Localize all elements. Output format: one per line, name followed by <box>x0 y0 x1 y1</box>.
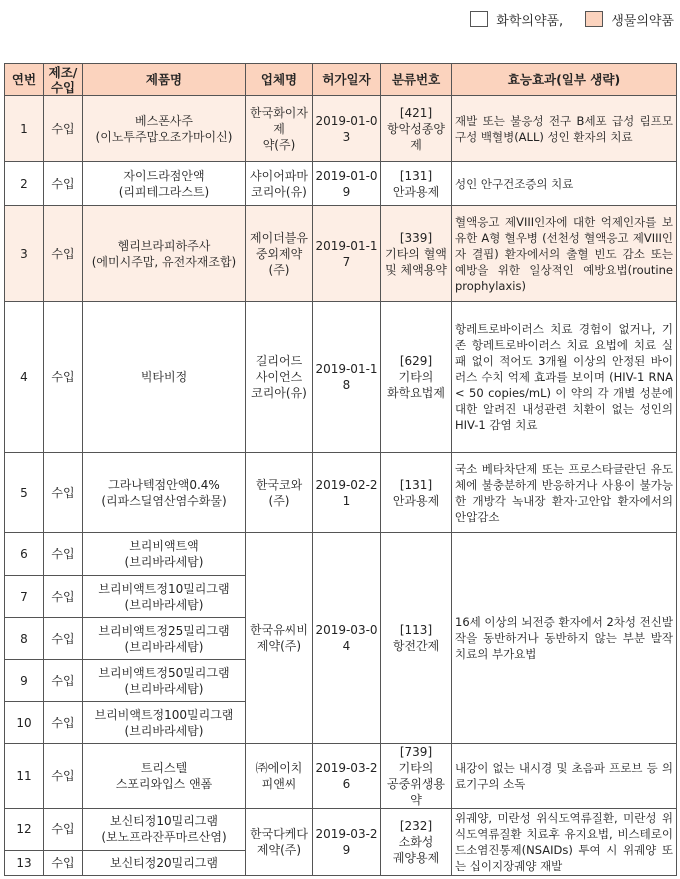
cell-no: 1 <box>5 96 44 162</box>
cell-product: 브리비액트액 (브리바라세탐) <box>83 533 246 576</box>
cell-product: 브리비액트정25밀리그램 (브리바라세탐) <box>83 618 246 660</box>
cell-effect: 국소 베타차단제 또는 프로스타글란딘 유도체에 불충분하게 반응하거나 사용이 불가능한 개방각 녹내장 환자·고안압 환자에서의 안압감소 <box>452 453 677 533</box>
legend-white-swatch <box>470 11 488 27</box>
cell-product: 그라나텍점안액0.4% (리파스딜염산염수화물) <box>83 453 246 533</box>
header-product: 제품명 <box>83 64 246 96</box>
cell-type: 수입 <box>44 96 83 162</box>
cell-type: 수입 <box>44 453 83 533</box>
legend <box>470 8 674 30</box>
table-row <box>5 533 677 576</box>
cell-date: 2019-01-0 3 <box>313 96 381 162</box>
cell-effect: 성인 안구건조증의 치료 <box>452 162 677 206</box>
cell-type: 수입 <box>44 206 83 302</box>
cell-product: 브리비액트정10밀리그램 (브리바라세탐) <box>83 576 246 618</box>
table-row <box>5 453 677 533</box>
cell-no: 2 <box>5 162 44 206</box>
cell-product: 헴리브라피하주사 (에미시주맙, 유전자재조합) <box>83 206 246 302</box>
table-row <box>5 206 677 302</box>
cell-no: 3 <box>5 206 44 302</box>
cell-company: 한국화이자제 약(주) <box>246 96 313 162</box>
cell-company: 한국유씨비 제약(주) <box>246 533 313 744</box>
header-company: 업체명 <box>246 64 313 96</box>
cell-no: 10 <box>5 702 44 744</box>
cell-company: 샤이어파마 코리아(유) <box>246 162 313 206</box>
cell-no: 7 <box>5 576 44 618</box>
cell-product: 베스폰사주 (이노투주맙오조가마이신) <box>83 96 246 162</box>
cell-product: 트리스텔 스포리와입스 앤폼 <box>83 744 246 809</box>
cell-company: 한국코와(주) <box>246 453 313 533</box>
cell-no: 5 <box>5 453 44 533</box>
cell-class: [629] 기타의 화학요법제 <box>381 302 452 453</box>
cell-date: 2019-01-0 9 <box>313 162 381 206</box>
cell-type: 수입 <box>44 162 83 206</box>
cell-class: [739] 기타의 공중위생용약 <box>381 744 452 809</box>
cell-class: [131] 안과용제 <box>381 162 452 206</box>
cell-type: 수입 <box>44 618 83 660</box>
cell-effect: 내강이 없는 내시경 및 초음파 프로브 등 의료기구의 소독 <box>452 744 677 809</box>
table-row <box>5 96 677 162</box>
cell-class: [113] 항전간제 <box>381 533 452 744</box>
cell-class: [232] 소화성 궤양용제 <box>381 809 452 876</box>
cell-product: 브리비액트정100밀리그램 (브리바라세탐) <box>83 702 246 744</box>
header-class: 분류번호 <box>381 64 452 96</box>
cell-no: 9 <box>5 660 44 702</box>
cell-product: 브리비액트정50밀리그램 (브리바라세탐) <box>83 660 246 702</box>
cell-date: 2019-01-1 8 <box>313 302 381 453</box>
header-type: 제조/ 수입 <box>44 64 83 96</box>
cell-type: 수입 <box>44 744 83 809</box>
cell-product: 보신티정20밀리그램 <box>83 850 246 875</box>
cell-company: ㈜에이치 피앤씨 <box>246 744 313 809</box>
cell-type: 수입 <box>44 302 83 453</box>
cell-effect: 항레트로바이러스 치료 경험이 없거나, 기존 항레트로바이러스 치료 요법에 치료 실패 없이 적어도 3개월 이상의 안정된 바이러스 수치 억제 효과를 보이며 (HIV-1 RNA < 50 copies/mL) 이 약의 각 개별 성분에 대한 알려진 내성관련 치환이 없는 성인의 HIV-1 감염 치료 <box>452 302 677 453</box>
cell-effect: 16세 이상의 뇌전증 환자에서 2차성 전신발작을 동반하거나 동반하지 않는 부분 발작치료의 부가요법 <box>452 533 677 744</box>
cell-type: 수입 <box>44 702 83 744</box>
header-no: 연번 <box>5 64 44 96</box>
legend-biological-label: 생물의약품 <box>611 13 674 29</box>
cell-date: 2019-01-1 7 <box>313 206 381 302</box>
cell-no: 8 <box>5 618 44 660</box>
table-row <box>5 162 677 206</box>
cell-type: 수입 <box>44 850 83 875</box>
cell-type: 수입 <box>44 576 83 618</box>
cell-company: 한국다케다 제약(주) <box>246 809 313 876</box>
cell-no: 4 <box>5 302 44 453</box>
approval-table <box>4 63 677 876</box>
cell-no: 6 <box>5 533 44 576</box>
header-row <box>5 64 677 96</box>
cell-date: 2019-03-2 9 <box>313 809 381 876</box>
cell-no: 11 <box>5 744 44 809</box>
cell-company: 제이더블유 중외제약(주) <box>246 206 313 302</box>
cell-no: 13 <box>5 850 44 875</box>
cell-effect: 혈액응고 제VIII인자에 대한 억제인자를 보유한 A형 혈우병 (선천성 혈액응고 제VIII인자 결핍) 환자에서의 출혈 빈도 감소 또는 예방을 위한 일상적인 예방요법(routine prophylaxis) <box>452 206 677 302</box>
cell-product: 자이드라점안액 (리피테그라스트) <box>83 162 246 206</box>
cell-class: [421] 항악성종양제 <box>381 96 452 162</box>
cell-type: 수입 <box>44 533 83 576</box>
cell-effect: 위궤양, 미란성 위식도역류질환, 미란성 위식도역류질환 치료후 유지요법, 비스테로이드소염진통제(NSAIDs) 투여 시 위궤양 또는 십이지장궤양 재발 <box>452 809 677 876</box>
cell-date: 2019-03-2 6 <box>313 744 381 809</box>
cell-company: 길리어드 사이언스 코리아(유) <box>246 302 313 453</box>
header-date: 허가일자 <box>313 64 381 96</box>
cell-date: 2019-02-2 1 <box>313 453 381 533</box>
cell-effect: 재발 또는 불응성 전구 B세포 급성 림프모구성 백혈병(ALL) 성인 환자의 치료 <box>452 96 677 162</box>
cell-type: 수입 <box>44 660 83 702</box>
table-row <box>5 809 677 851</box>
cell-date: 2019-03-0 4 <box>313 533 381 744</box>
table-row <box>5 302 677 453</box>
cell-product: 빅타비정 <box>83 302 246 453</box>
cell-class: [339] 기타의 혈액 및 체액용약 <box>381 206 452 302</box>
header-effect: 효능효과(일부 생략) <box>452 64 677 96</box>
cell-no: 12 <box>5 809 44 851</box>
table-row <box>5 744 677 809</box>
cell-class: [131] 안과용제 <box>381 453 452 533</box>
legend-chemical-label: 화학의약품, <box>496 13 564 29</box>
cell-type: 수입 <box>44 809 83 851</box>
legend-pink-swatch <box>585 11 603 27</box>
cell-product: 보신티정10밀리그램 (보노프라잔푸마르산염) <box>83 809 246 851</box>
